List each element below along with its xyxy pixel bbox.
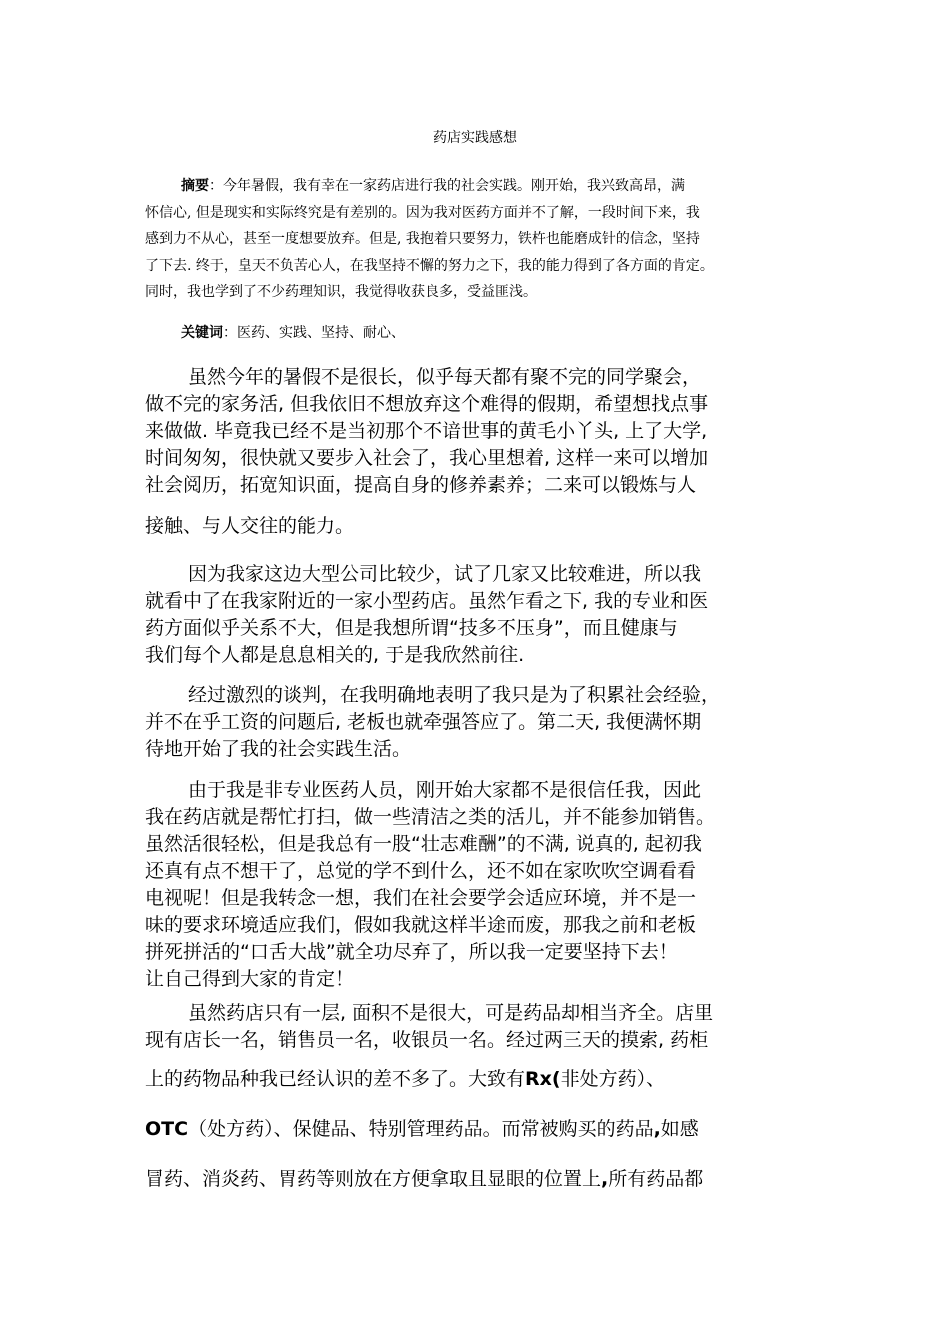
paragraph-text: 上的药物品种我已经认识的差不多了。大致有 xyxy=(145,1068,526,1090)
paragraph-line: 时间匆匆，很快就又要步入社会了，我心里想着, 这样一来可以增加 xyxy=(145,447,709,469)
keywords-sep: ： xyxy=(223,325,237,341)
abstract-line-3: 感到力不从心，甚至一度想要放弃。但是, 我抱着只要努力，铁杵也能磨成针的信念，坚持 xyxy=(145,231,700,247)
paragraph-line: 来做做. 毕竟我已经不是当初那个不谙世事的黄毛小丫头, 上了大学, xyxy=(145,420,708,442)
bold-comma: , xyxy=(601,1168,609,1190)
paragraph-line: 药方面似乎关系不大，但是我想所谓“技多不压身”，而且健康与 xyxy=(145,617,678,639)
otc-term: OTC xyxy=(145,1118,189,1140)
abstract-sep: ： xyxy=(209,178,223,194)
paragraph-line: 电视呢！但是我转念一想，我们在社会要学会适应环境，并不是一 xyxy=(145,887,697,909)
paragraph-line: 经过激烈的谈判，在我明确地表明了我只是为了积累社会经验， xyxy=(188,684,721,706)
body-paragraph xyxy=(145,777,810,993)
abstract-block xyxy=(145,173,825,306)
paragraph-line: 接触、与人交往的能力。 xyxy=(145,515,355,537)
abstract-line-2: 怀信心, 但是现实和实际终究是有差别的。因为我对医药方面并不了解，一段时间下来，我 xyxy=(145,204,700,221)
paragraph-text: （处方药）、保健品、特别管理药品。而常被购买的药品 xyxy=(188,1118,654,1140)
paragraph-line: 并不在乎工资的问题后, 老板也就牵强答应了。第二天, 我便满怀期 xyxy=(145,711,702,733)
body-paragraph xyxy=(145,1000,810,1193)
paragraph-text: 如感 xyxy=(660,1118,699,1140)
paragraph-text: 冒药、消炎药、胃药等则放在方便拿取且显眼的位置上 xyxy=(145,1168,602,1190)
paragraph-line: 让自己得到大家的肯定！ xyxy=(145,968,355,990)
paragraph-line: 还真有点不想干了，总觉的学不到什么，还不如在家吹吹空调看看 xyxy=(145,860,697,882)
paragraph-line xyxy=(145,1166,810,1193)
paragraph-text: 所有药品都 xyxy=(608,1168,704,1190)
paragraph-line: 由于我是非专业医药人员，刚开始大家都不是很信任我，因此 xyxy=(188,779,702,801)
paragraph-line: 我在药店就是帮忙打扫，做一些清洁之类的活儿，并不能参加销售。 xyxy=(145,806,716,828)
keywords-value: 医药、实践、坚持、耐心、 xyxy=(237,325,405,341)
paragraph-line: 现有店长一名，销售员一名，收银员一名。经过两三天的摸索, 药柜 xyxy=(145,1029,709,1051)
keywords-label: 关键词 xyxy=(181,325,223,341)
paragraph-text: 非处方药）、 xyxy=(560,1068,666,1090)
paragraph-line: 待地开始了我的社会实践生活。 xyxy=(145,738,412,760)
keywords-line xyxy=(145,320,825,346)
abstract-line-1 xyxy=(145,173,825,200)
rx-term: Rx( xyxy=(525,1068,561,1090)
paragraph-line: 虽然活很轻松，但是我总有一股“壮志难酬”的不满, 说真的, 起初我 xyxy=(145,833,702,855)
abstract-label: 摘要 xyxy=(181,178,209,194)
paragraph-line xyxy=(145,1066,810,1093)
abstract-text: 今年暑假，我有幸在一家药店进行我的社会实践。刚开始，我兴致高昂，满 xyxy=(223,178,685,194)
abstract-line-4: 了下去. 终于，皇天不负苦心人，在我坚持不懈的努力之下，我的能力得到了各方面的肯定。 xyxy=(145,257,714,274)
abstract-line-5: 同时，我也学到了不少药理知识，我觉得收获良多，受益匪浅。 xyxy=(145,284,537,300)
body-paragraph xyxy=(145,364,810,540)
paragraph-line: 虽然今年的暑假不是很长，似乎每天都有聚不完的同学聚会， xyxy=(188,366,702,388)
paragraph-line xyxy=(145,1116,810,1143)
paragraph-line: 做不完的家务活, 但我依旧不想放弃这个难得的假期，希望想找点事 xyxy=(145,393,709,415)
paragraph-line: 虽然药店只有一层, 面积不是很大，可是药品却相当齐全。店里 xyxy=(188,1002,714,1024)
paragraph-line: 我们每个人都是息息相关的, 于是我欣然前往. xyxy=(145,644,525,666)
paragraph-line: 社会阅历，拓宽知识面，提高自身的修养素养；二来可以锻炼与人 xyxy=(145,474,697,496)
bold-comma: , xyxy=(653,1118,661,1140)
paragraph-line: 味的要求环境适应我们，假如我就这样半途而废，那我之前和老板 xyxy=(145,914,697,936)
document-title: 药店实践感想 xyxy=(433,130,517,146)
body-paragraph xyxy=(145,682,810,763)
paragraph-line: 因为我家这边大型公司比较少，试了几家又比较难进，所以我 xyxy=(188,563,702,585)
body-paragraph xyxy=(145,561,810,669)
paragraph-line: 拼死拼活的“口舌大战”就全功尽弃了，所以我一定要坚持下去！ xyxy=(145,941,678,963)
paragraph-line: 就看中了在我家附近的一家小型药店。虽然乍看之下, 我的专业和医 xyxy=(145,590,709,612)
